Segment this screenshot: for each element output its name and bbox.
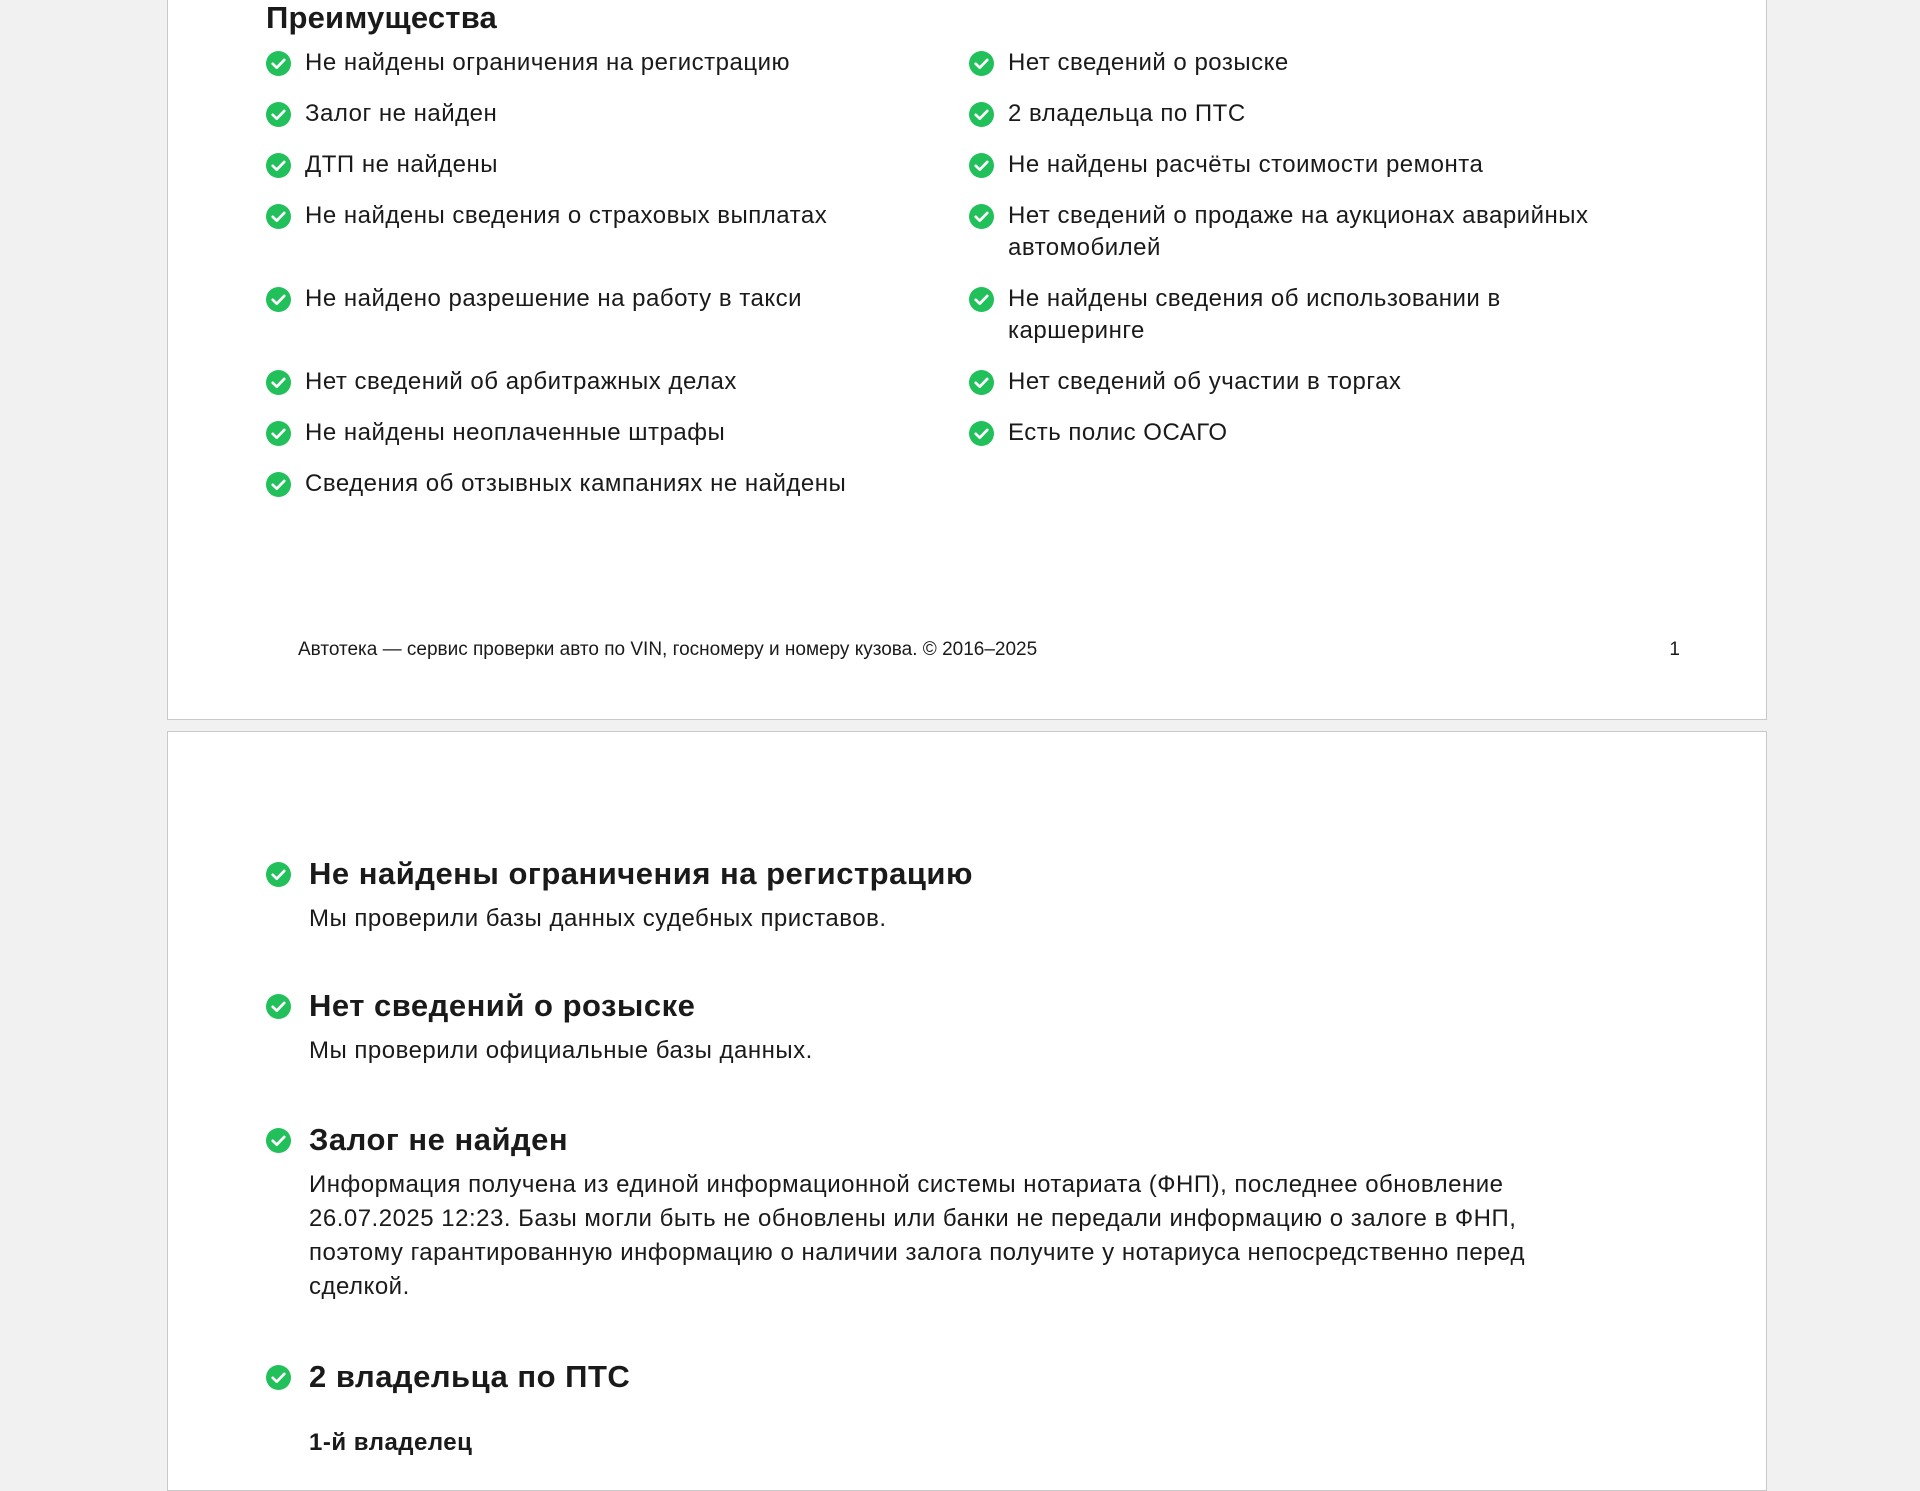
list-item xyxy=(969,283,1669,347)
list-item xyxy=(969,417,1669,449)
advantage-label: 2 владельца по ПТС xyxy=(1008,100,1246,127)
check-circle-icon xyxy=(266,1128,291,1153)
advantage-label: Не найдены сведения об использовании в каршеринге xyxy=(1008,285,1501,344)
list-item xyxy=(969,149,1669,181)
page-1 xyxy=(167,0,1767,720)
detail-section xyxy=(266,1357,1616,1397)
check-circle-icon xyxy=(266,1365,291,1390)
advantage-label: Нет сведений об арбитражных делах xyxy=(305,368,737,395)
list-item xyxy=(266,468,969,500)
detail-title: Залог не найден xyxy=(309,1122,569,1157)
page-number: 1 xyxy=(1669,639,1680,660)
check-circle-icon xyxy=(969,102,994,127)
advantage-label: Сведения об отзывных кампаниях не найдены xyxy=(305,470,847,497)
check-circle-icon xyxy=(266,472,291,497)
list-item xyxy=(266,98,969,130)
list-item xyxy=(266,200,969,264)
detail-section xyxy=(266,1120,1616,1304)
detail-section xyxy=(266,986,1616,1068)
detail-section xyxy=(266,854,1616,936)
page-2 xyxy=(167,731,1767,1491)
list-item xyxy=(266,366,969,398)
check-circle-icon xyxy=(266,370,291,395)
detail-body: Мы проверили базы данных судебных приставов. xyxy=(309,905,887,932)
check-circle-icon xyxy=(969,153,994,178)
check-circle-icon xyxy=(969,204,994,229)
advantage-label: Не найдены неоплаченные штрафы xyxy=(305,419,726,446)
list-item xyxy=(266,283,969,347)
list-item xyxy=(266,417,969,449)
advantages-title: Преимущества xyxy=(266,0,497,35)
check-circle-icon xyxy=(266,153,291,178)
advantage-label: Не найдены сведения о страховых выплатах xyxy=(305,202,828,229)
detail-title: Не найдены ограничения на регистрацию xyxy=(309,856,973,891)
advantage-label: ДТП не найдены xyxy=(305,151,498,178)
detail-title: 2 владельца по ПТС xyxy=(309,1359,631,1394)
detail-body: Мы проверили официальные базы данных. xyxy=(309,1037,813,1064)
list-item xyxy=(969,47,1669,79)
list-item xyxy=(969,98,1669,130)
check-circle-icon xyxy=(266,204,291,229)
advantage-label: Не найдено разрешение на работу в такси xyxy=(305,285,803,312)
list-item xyxy=(266,149,969,181)
list-item xyxy=(969,200,1669,264)
check-circle-icon xyxy=(266,102,291,127)
advantages-list xyxy=(266,47,1686,519)
advantage-label: Не найдены расчёты стоимости ремонта xyxy=(1008,151,1484,178)
check-circle-icon xyxy=(266,51,291,76)
advantage-label: Нет сведений о розыске xyxy=(1008,49,1289,76)
advantage-label: Не найдены ограничения на регистрацию xyxy=(305,49,790,76)
list-item xyxy=(969,366,1669,398)
detail-body: Информация получена из единой информационной системы нотариата (ФНП), последнее обновление 26.07.2025 12:23. Базы могли быть не обновлены или банки не передали информацию о залоге в ФНП, поэтому гарантированную информацию о наличии залога получите у нотариуса непосредственно перед сделкой. xyxy=(309,1171,1525,1300)
advantage-label: Нет сведений об участии в торгах xyxy=(1008,368,1402,395)
page-footer: Автотека — сервис проверки авто по VIN, госномеру и номеру кузова. © 2016–2025 xyxy=(298,639,1038,660)
owner-subheading: 1-й владелец xyxy=(309,1429,473,1456)
check-circle-icon xyxy=(969,287,994,312)
advantage-label: Залог не найден xyxy=(305,100,498,127)
check-circle-icon xyxy=(266,994,291,1019)
check-circle-icon xyxy=(969,370,994,395)
advantage-label: Нет сведений о продаже на аукционах аварийных автомобилей xyxy=(1008,202,1589,261)
check-circle-icon xyxy=(969,51,994,76)
check-circle-icon xyxy=(266,421,291,446)
detail-title: Нет сведений о розыске xyxy=(309,988,696,1023)
check-circle-icon xyxy=(266,862,291,887)
check-circle-icon xyxy=(266,287,291,312)
list-item xyxy=(266,47,969,79)
check-circle-icon xyxy=(969,421,994,446)
advantage-label: Есть полис ОСАГО xyxy=(1008,419,1228,446)
